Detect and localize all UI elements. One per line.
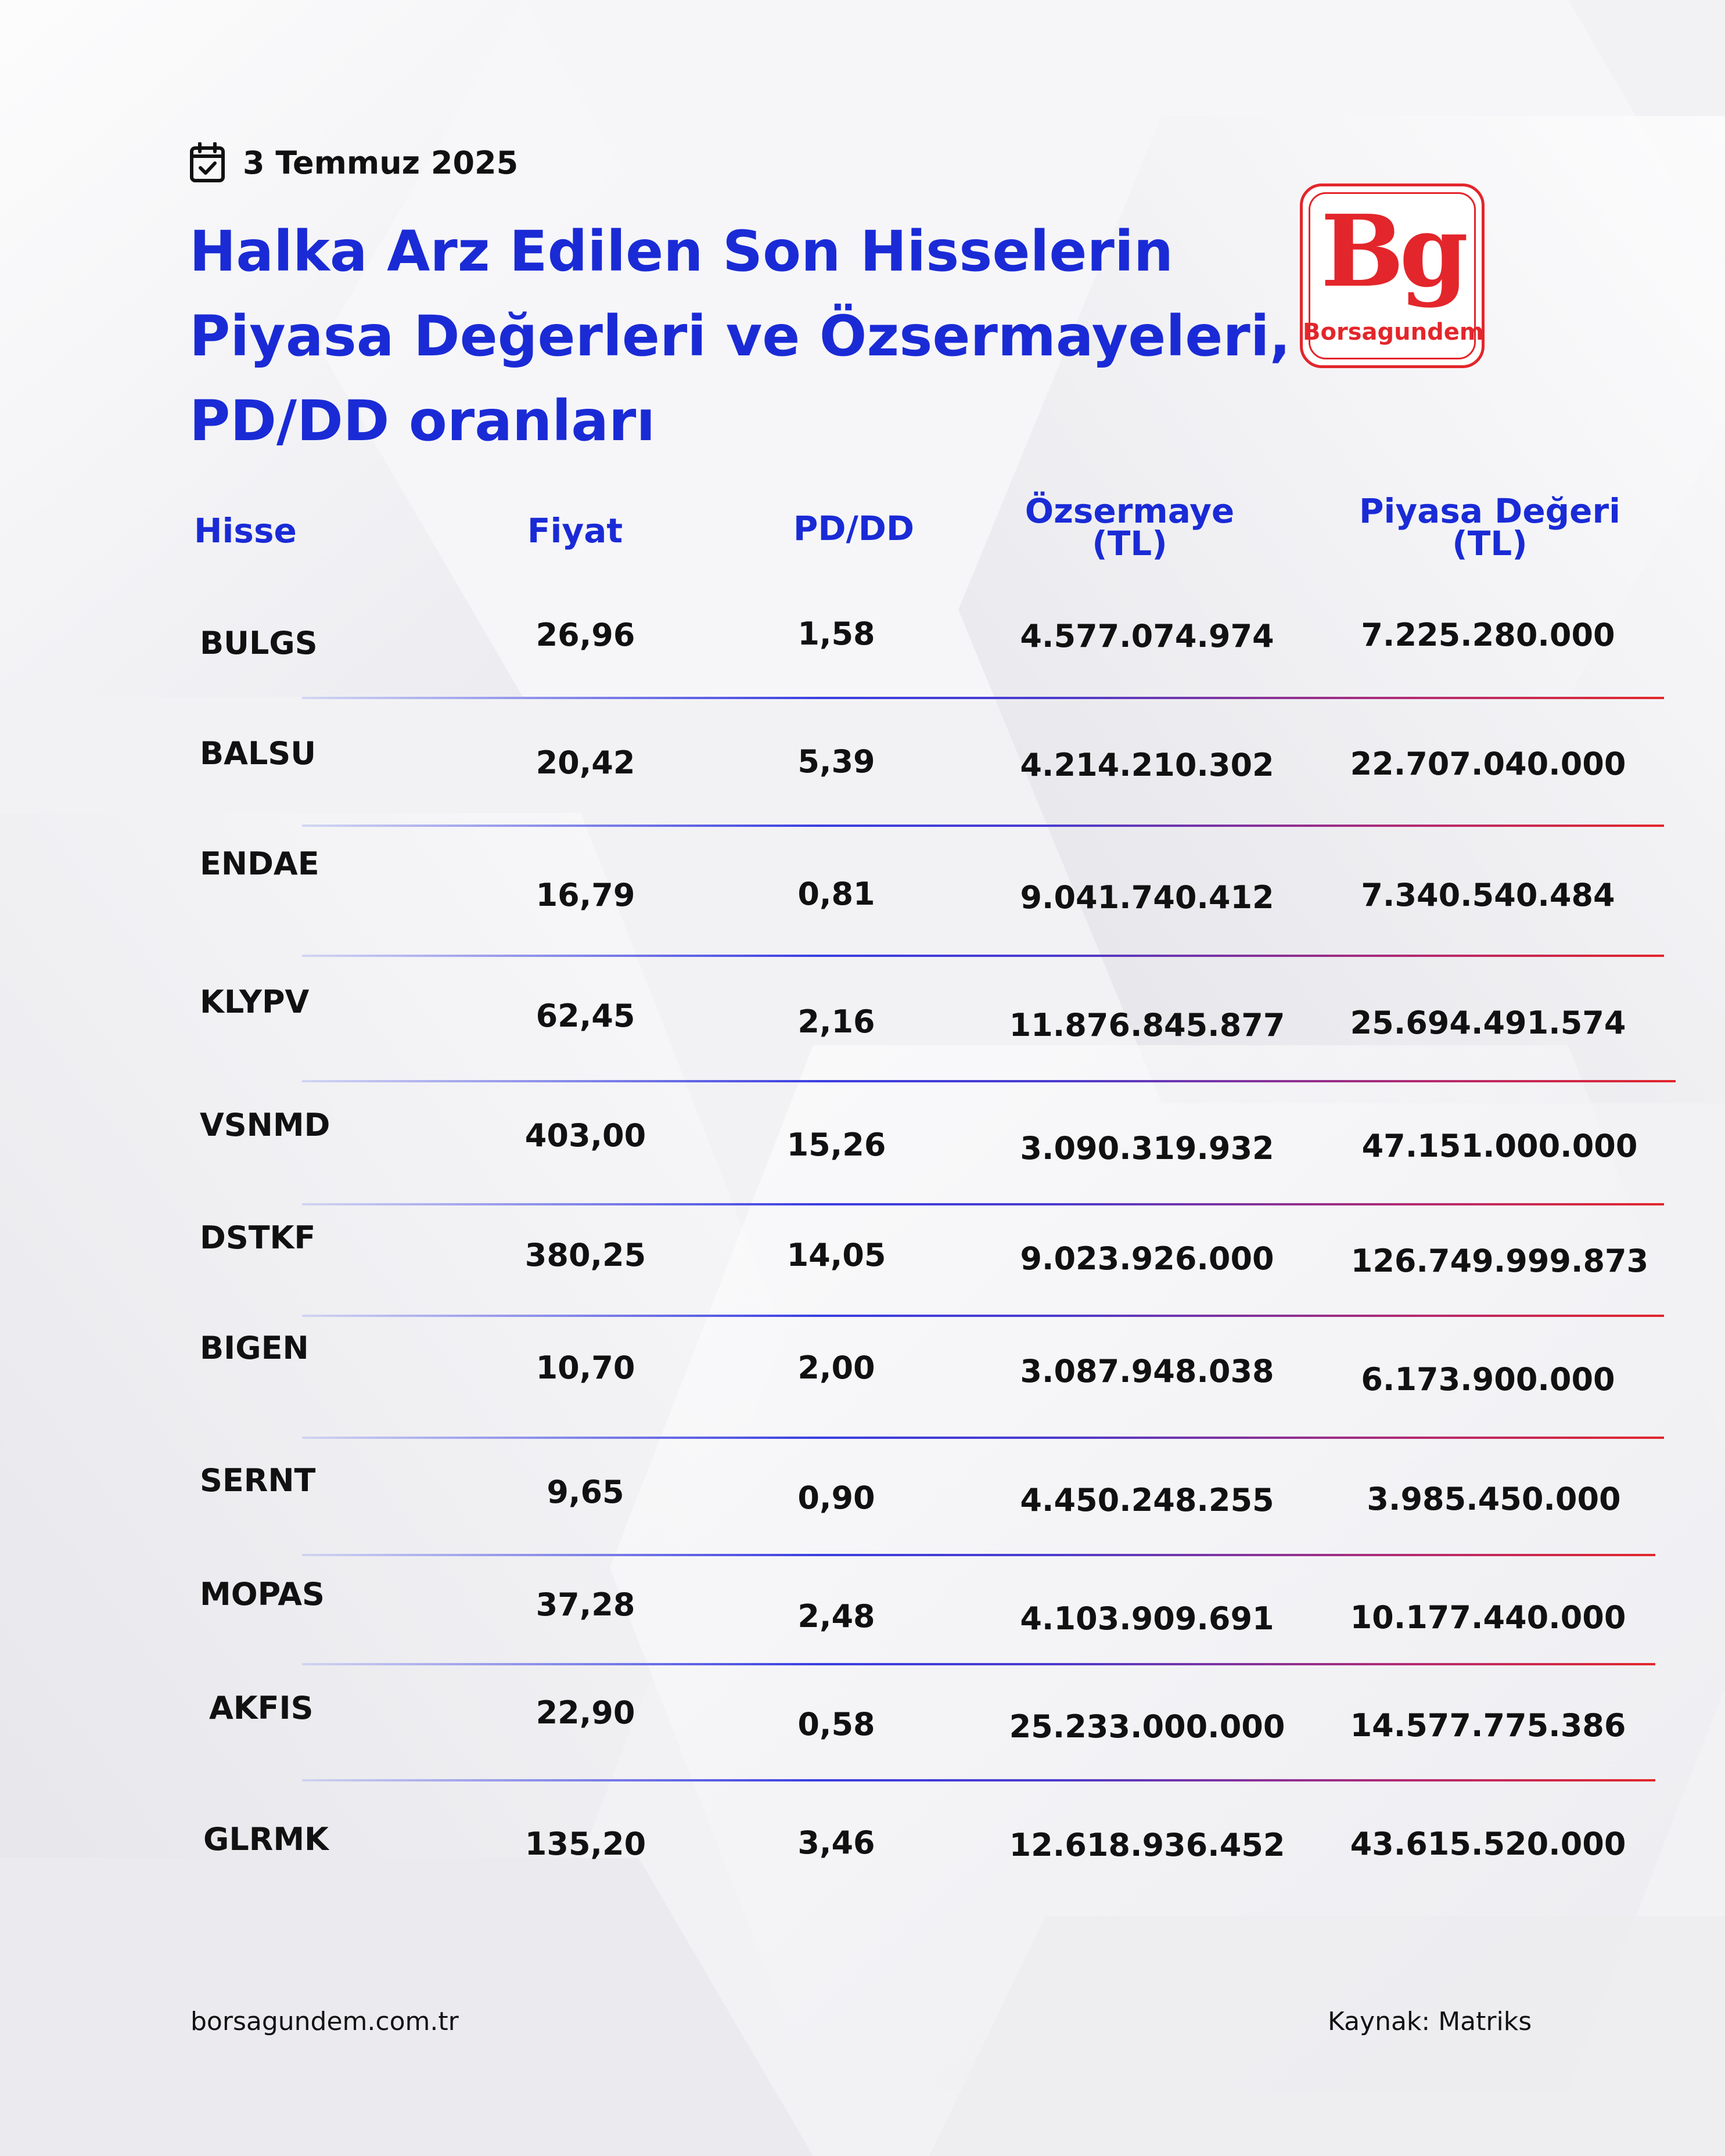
- cell-piyasa-degeri: 22.707.040.000: [1350, 746, 1626, 782]
- cell-fiyat: 22,90: [536, 1694, 635, 1731]
- cell-fiyat: 403,00: [524, 1117, 646, 1154]
- cell-pddd: 2,00: [797, 1349, 875, 1386]
- cell-hisse: DSTKF: [200, 1219, 316, 1256]
- cell-ozsermaye: 4.103.909.691: [1020, 1600, 1274, 1637]
- cell-piyasa-degeri: 47.151.000.000: [1361, 1128, 1638, 1164]
- cell-ozsermaye: 9.041.740.412: [1020, 879, 1274, 916]
- cell-ozsermaye: 3.087.948.038: [1020, 1353, 1274, 1390]
- cell-hisse: BALSU: [200, 735, 317, 772]
- report-date: 3 Temmuz 2025: [243, 144, 519, 181]
- row-divider: [302, 697, 1664, 699]
- header-fiyat: Fiyat: [527, 511, 623, 550]
- page-title: [189, 209, 1293, 463]
- row-divider: [302, 1315, 1664, 1317]
- cell-fiyat: 20,42: [536, 744, 635, 781]
- cell-ozsermaye: 4.577.074.974: [1020, 618, 1274, 654]
- logo-mark: Bg: [1320, 193, 1464, 309]
- title-line: Piyasa Değerleri ve Özsermayeleri,: [189, 304, 1291, 369]
- cell-piyasa-degeri: 25.694.491.574: [1350, 1005, 1626, 1041]
- cell-hisse: GLRMK: [203, 1821, 329, 1858]
- row-divider: [302, 1203, 1664, 1205]
- cell-ozsermaye: 3.090.319.932: [1020, 1130, 1274, 1167]
- cell-fiyat: 135,20: [524, 1826, 646, 1862]
- header-ozsermaye: Özsermaye (TL): [1025, 491, 1235, 563]
- logo-name: Borsagundem: [1303, 319, 1484, 345]
- cell-fiyat: 9,65: [547, 1474, 624, 1510]
- borsagundem-logo: [1300, 183, 1485, 368]
- cell-fiyat: 10,70: [536, 1349, 635, 1386]
- cell-piyasa-degeri: 6.173.900.000: [1361, 1361, 1615, 1398]
- row-divider: [302, 955, 1664, 957]
- cell-piyasa-degeri: 14.577.775.386: [1350, 1707, 1626, 1744]
- row-divider: [302, 1437, 1664, 1439]
- cell-ozsermaye: 9.023.926.000: [1020, 1240, 1274, 1277]
- cell-pddd: 1,58: [797, 616, 875, 652]
- cell-pddd: 0,58: [797, 1706, 875, 1743]
- cell-fiyat: 37,28: [536, 1586, 635, 1623]
- cell-fiyat: 380,25: [524, 1237, 646, 1273]
- cell-ozsermaye: 25.233.000.000: [1009, 1708, 1285, 1745]
- cell-pddd: 3,46: [797, 1824, 875, 1861]
- cell-hisse: BULGS: [200, 625, 318, 661]
- cell-piyasa-degeri: 126.749.999.873: [1350, 1243, 1649, 1279]
- calendar-check-icon: [189, 142, 225, 183]
- row-divider: [302, 1080, 1676, 1082]
- cell-hisse: BIGEN: [200, 1330, 309, 1366]
- cell-fiyat: 62,45: [536, 998, 635, 1034]
- cell-ozsermaye: 12.618.936.452: [1009, 1827, 1285, 1863]
- cell-piyasa-degeri: 7.225.280.000: [1361, 617, 1615, 653]
- cell-fiyat: 16,79: [536, 877, 635, 913]
- cell-piyasa-degeri: 7.340.540.484: [1361, 877, 1615, 913]
- header-hisse: Hisse: [194, 511, 297, 550]
- cell-hisse: MOPAS: [200, 1576, 325, 1612]
- cell-pddd: 2,48: [797, 1598, 875, 1635]
- footer-source: Kaynak: Matriks: [1328, 2007, 1532, 2036]
- cell-pddd: 5,39: [797, 743, 875, 780]
- cell-pddd: 0,90: [797, 1480, 875, 1516]
- footer-website: borsagundem.com.tr: [191, 2007, 459, 2036]
- cell-ozsermaye: 11.876.845.877: [1009, 1007, 1285, 1043]
- row-divider: [302, 1554, 1655, 1556]
- cell-piyasa-degeri: 43.615.520.000: [1350, 1826, 1626, 1862]
- cell-piyasa-degeri: 3.985.450.000: [1367, 1481, 1621, 1517]
- cell-hisse: ENDAE: [200, 845, 319, 882]
- cell-hisse: AKFIS: [209, 1690, 314, 1726]
- cell-ozsermaye: 4.450.248.255: [1020, 1482, 1274, 1518]
- cell-fiyat: 26,96: [536, 617, 635, 653]
- title-line: PD/DD oranları: [189, 388, 656, 453]
- cell-ozsermaye: 4.214.210.302: [1020, 747, 1274, 783]
- date-row: [189, 139, 518, 186]
- row-divider: [302, 825, 1664, 827]
- cell-pddd: 15,26: [786, 1126, 886, 1163]
- row-divider: [302, 1663, 1655, 1665]
- cell-pddd: 2,16: [797, 1003, 875, 1040]
- cell-hisse: VSNMD: [200, 1107, 330, 1143]
- title-line: Halka Arz Edilen Son Hisselerin: [189, 219, 1174, 284]
- cell-pddd: 0,81: [797, 876, 875, 912]
- row-divider: [302, 1779, 1655, 1781]
- cell-hisse: KLYPV: [200, 984, 310, 1020]
- header-pddd: PD/DD: [793, 509, 915, 548]
- cell-piyasa-degeri: 10.177.440.000: [1350, 1599, 1626, 1636]
- cell-pddd: 14,05: [786, 1237, 886, 1273]
- cell-hisse: SERNT: [200, 1462, 316, 1499]
- header-piyasa-degeri: Piyasa Değeri (TL): [1359, 491, 1620, 563]
